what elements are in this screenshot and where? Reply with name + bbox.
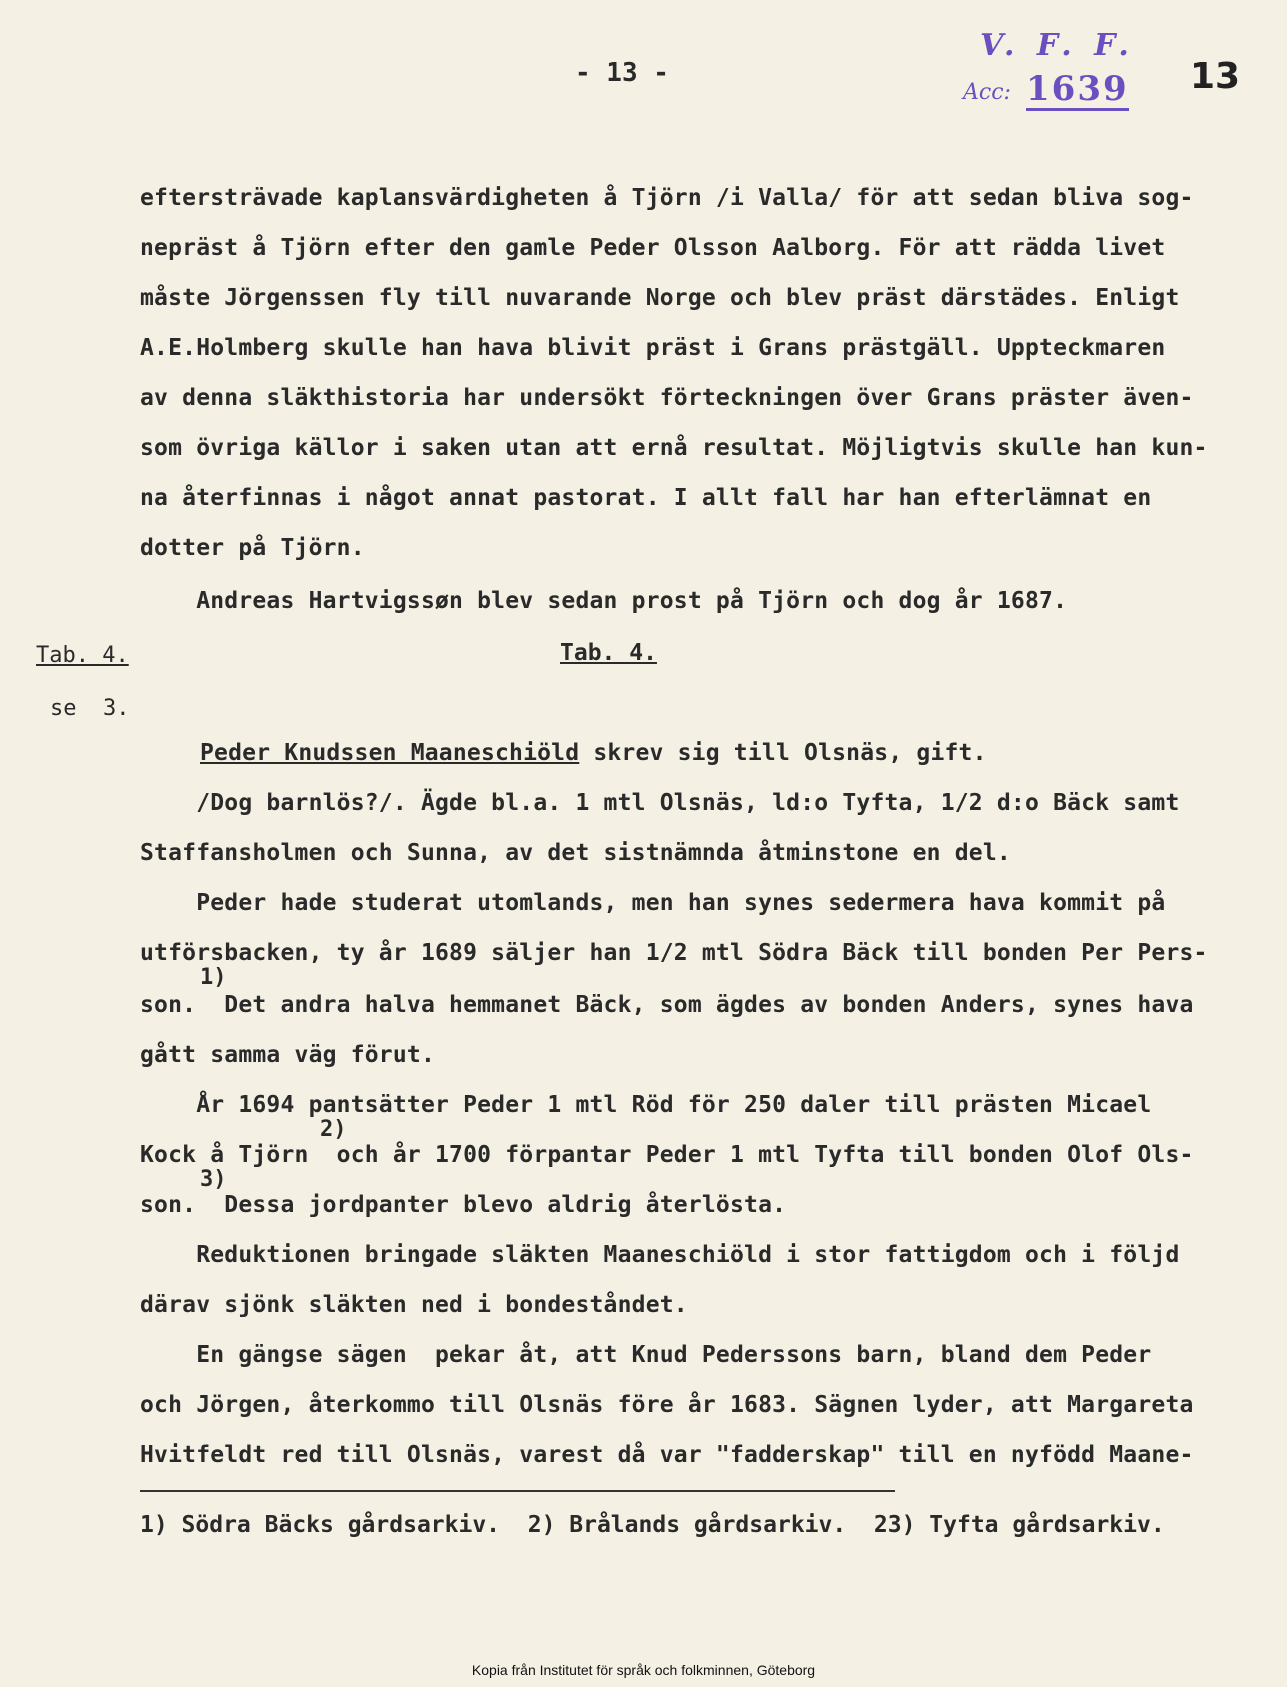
text-line: och Jörgen, återkommo till Olsnäs före år 1683. Sägnen lyder, att Margareta: [140, 1392, 1194, 1418]
text-line: [200, 740, 987, 766]
stamp-acc-number: 1639: [1026, 69, 1129, 109]
text-line: son. Dessa jordpanter blevo aldrig återlösta.: [140, 1192, 787, 1218]
text-line: nepräst å Tjörn efter den gamle Peder Olsson Aalborg. För att rädda livet: [140, 235, 1166, 261]
text-line: utförsbacken, ty år 1689 säljer han 1/2 mtl Södra Bäck till bonden Per Pers-: [140, 940, 1208, 966]
footnote-marker: 1): [200, 965, 227, 990]
text-line: son. Det andra halva hemmanet Bäck, som ägdes av bonden Anders, synes hava: [140, 992, 1194, 1018]
text-line: som övriga källor i saken utan att ernå resultat. Möjligtvis skulle han kun-: [140, 435, 1208, 461]
text-line: dotter på Tjörn.: [140, 535, 365, 561]
text-line: av denna släkthistoria har undersökt förteckningen över Grans präster även-: [140, 385, 1194, 411]
text-line: /Dog barnlös?/. Ägde bl.a. 1 mtl Olsnäs, ld:o Tyfta, 1/2 d:o Bäck samt: [140, 790, 1180, 816]
margin-tab-note: Tab. 4.: [36, 643, 129, 668]
stamp-acc-prefix: Acc:: [963, 80, 1011, 105]
text-line: na återfinnas i något annat pastorat. I allt fall har han efterlämnat en: [140, 485, 1152, 511]
page-number: - 13 -: [575, 58, 669, 88]
text-line: gått samma väg förut.: [140, 1042, 435, 1068]
text-line: En gängse sägen pekar åt, att Knud Pederssons barn, bland dem Peder: [140, 1342, 1152, 1368]
stamp-line1: V. F. F.: [980, 28, 1135, 63]
folio-number: 13: [1190, 56, 1241, 97]
archive-stamp: [958, 28, 1148, 118]
footnote-marker: 3): [200, 1167, 227, 1192]
text-line: Kock å Tjörn och år 1700 förpantar Peder 1 mtl Tyfta till bonden Olof Ols-: [140, 1142, 1194, 1168]
footnote-marker: 2): [320, 1117, 347, 1142]
text-line: Andreas Hartvigssøn blev sedan prost på Tjörn och dog år 1687.: [140, 588, 1068, 614]
text-line: måste Jörgenssen fly till nuvarande Norge och blev präst därstädes. Enligt: [140, 285, 1180, 311]
text-fragment: skrev sig till Olsnäs, gift.: [579, 740, 987, 766]
margin-se-note: se 3.: [50, 696, 130, 721]
person-name: Peder Knudssen Maaneschiöld: [200, 740, 580, 766]
text-line: eftersträvade kaplansvärdigheten å Tjörn /i Valla/ för att sedan bliva sog-: [140, 185, 1194, 211]
text-line: Reduktionen bringade släkten Maaneschiöld i stor fattigdom och i följd: [140, 1242, 1180, 1268]
section-heading: Tab. 4.: [560, 640, 657, 666]
text-line: Peder hade studerat utomlands, men han synes sedermera hava kommit på: [140, 890, 1166, 916]
text-line: Staffansholmen och Sunna, av det sistnämnda åtminstone en del.: [140, 840, 1011, 866]
text-line: därav sjönk släkten ned i bondeståndet.: [140, 1292, 688, 1318]
text-line: År 1694 pantsätter Peder 1 mtl Röd för 250 daler till prästen Micael: [140, 1092, 1152, 1118]
text-line: Hvitfeldt red till Olsnäs, varest då var "fadderskap" till en nyfödd Maane-: [140, 1442, 1194, 1468]
footnotes: 1) Södra Bäcks gårdsarkiv. 2) Brålands gårdsarkiv. 23) Tyfta gårdsarkiv.: [140, 1512, 1165, 1538]
text-line: A.E.Holmberg skulle han hava blivit präst i Grans prästgäll. Uppteckmaren: [140, 335, 1166, 361]
footnote-divider: [140, 1490, 895, 1492]
copy-credit: Kopia från Institutet för språk och folkminnen, Göteborg: [471, 1662, 816, 1678]
